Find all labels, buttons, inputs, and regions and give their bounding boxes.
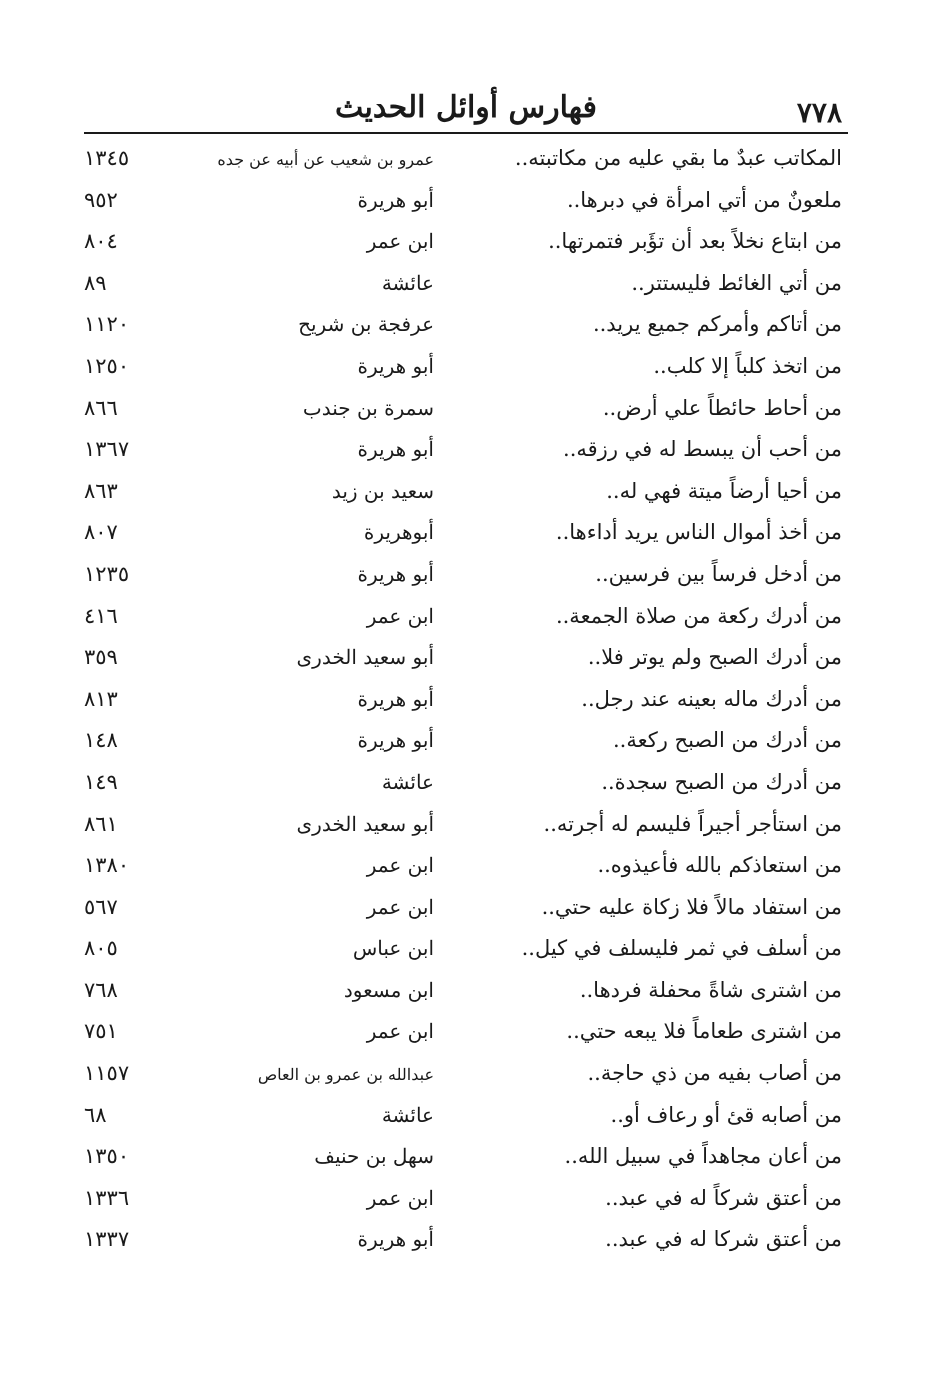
narrator-name: ابن عباس bbox=[352, 936, 434, 961]
narrator-name: أبو هريرة bbox=[357, 728, 434, 753]
index-entry bbox=[84, 1225, 848, 1267]
hadith-opening: من أدرك ماله بعينه عند رجل.. bbox=[581, 686, 842, 711]
hadith-opening: من أسلف في ثمر فليسلف في كيل.. bbox=[521, 936, 842, 961]
hadith-opening: من أعتق شركا له في عبد.. bbox=[605, 1227, 842, 1252]
index-entry bbox=[84, 1101, 848, 1143]
hadith-index-list bbox=[84, 144, 848, 1267]
narrator-name: ابن مسعود bbox=[343, 977, 434, 1002]
hadith-opening: من أعتق شركاً له في عبد.. bbox=[605, 1185, 842, 1210]
index-entry bbox=[84, 643, 848, 685]
narrator-name: ابن عمر bbox=[366, 603, 434, 628]
index-entry bbox=[84, 1184, 848, 1226]
hadith-opening: المكاتب عبدٌ ما بقي عليه من مكاتبته.. bbox=[514, 146, 842, 170]
hadith-number: ١٣٣٧ bbox=[84, 1227, 130, 1252]
narrator-name: سمرة بن جندب bbox=[302, 395, 434, 420]
narrator-name: أبو سعيد الخدرى bbox=[296, 811, 434, 836]
index-entry bbox=[84, 227, 848, 269]
header-rule bbox=[84, 132, 848, 134]
hadith-number: ١٣٦٧ bbox=[84, 437, 130, 462]
index-entry bbox=[84, 768, 848, 810]
narrator-name: عائشة bbox=[381, 1102, 434, 1127]
index-entry bbox=[84, 186, 848, 228]
hadith-number: ٩٥٢ bbox=[84, 187, 118, 212]
index-entry bbox=[84, 477, 848, 519]
hadith-number: ٨٠٥ bbox=[84, 936, 118, 961]
narrator-name: أبو هريرة bbox=[357, 437, 434, 462]
hadith-number: ١٤٨ bbox=[84, 728, 118, 753]
narrator-name: ابن عمر bbox=[366, 1185, 434, 1210]
index-entry bbox=[84, 602, 848, 644]
hadith-number: ٨٠٤ bbox=[84, 229, 118, 254]
index-entry bbox=[84, 269, 848, 311]
narrator-name: ابن عمر bbox=[366, 229, 434, 254]
index-entry bbox=[84, 851, 848, 893]
narrator-name: أبو هريرة bbox=[357, 353, 434, 378]
hadith-number: ١٣٥٠ bbox=[84, 1144, 130, 1169]
page-number: ٧٧٨ bbox=[796, 96, 842, 129]
index-entry bbox=[84, 352, 848, 394]
hadith-opening: من أتاكم وأمركم جميع يريد.. bbox=[592, 312, 842, 337]
index-entry bbox=[84, 144, 848, 186]
hadith-number: ٨٦٦ bbox=[84, 395, 118, 420]
narrator-name: عمرو بن شعيب عن أبيه عن جده bbox=[217, 150, 434, 169]
hadith-number: ١٣٨٠ bbox=[84, 853, 130, 878]
hadith-number: ١٢٣٥ bbox=[84, 561, 130, 586]
narrator-name: عائشة bbox=[381, 270, 434, 295]
hadith-opening: من استأجر أجيراً فليسم له أجرته.. bbox=[543, 811, 842, 836]
hadith-opening: من أدرك من الصبح سجدة.. bbox=[601, 769, 842, 794]
hadith-opening: من اشترى طعاماً فلا يبعه حتي.. bbox=[566, 1019, 842, 1044]
narrator-name: عرفجة بن شريح bbox=[298, 312, 434, 337]
index-entry bbox=[84, 685, 848, 727]
index-entry bbox=[84, 810, 848, 852]
hadith-opening: من ابتاع نخلاً بعد أن تؤَبر فتمرتها.. bbox=[548, 229, 842, 254]
hadith-opening: من أصابه قئ أو رعاف أو.. bbox=[610, 1102, 842, 1127]
hadith-number: ٨١٣ bbox=[84, 686, 118, 711]
hadith-number: ٧٦٨ bbox=[84, 977, 118, 1002]
narrator-name: أبو هريرة bbox=[357, 187, 434, 212]
hadith-opening: من أحيا أرضاً ميتة فهي له.. bbox=[606, 478, 842, 503]
narrator-name: عبدالله بن عمرو بن العاص bbox=[257, 1065, 434, 1085]
hadith-number: ٧٥١ bbox=[84, 1019, 118, 1044]
index-entry bbox=[84, 518, 848, 560]
index-entry bbox=[84, 435, 848, 477]
narrator-name: أبو هريرة bbox=[357, 1227, 434, 1252]
hadith-number: ٣٥٩ bbox=[84, 645, 118, 670]
index-entry bbox=[84, 934, 848, 976]
hadith-number: ١١٥٧ bbox=[84, 1061, 130, 1086]
index-entry bbox=[84, 1017, 848, 1059]
narrator-name: أبو سعيد الخدرى bbox=[296, 645, 434, 670]
hadith-number: ١٣٤٥ bbox=[84, 146, 130, 170]
index-entry bbox=[84, 1059, 848, 1101]
narrator-name: أبوهريرة bbox=[363, 520, 434, 545]
index-entry bbox=[84, 893, 848, 935]
narrator-name: ابن عمر bbox=[366, 894, 434, 919]
running-title: فهارس أوائل الحديث bbox=[335, 90, 597, 125]
narrator-name: ابن عمر bbox=[366, 1019, 434, 1044]
narrator-name: عائشة bbox=[381, 769, 434, 794]
hadith-number: ١٤٩ bbox=[84, 769, 118, 794]
hadith-opening: من أدرك ركعة من صلاة الجمعة.. bbox=[555, 603, 842, 628]
narrator-name: أبو هريرة bbox=[357, 686, 434, 711]
index-entry bbox=[84, 310, 848, 352]
hadith-number: ٨٩ bbox=[84, 270, 107, 295]
hadith-opening: من أدرك من الصبح ركعة.. bbox=[612, 728, 842, 753]
hadith-number: ١٣٣٦ bbox=[84, 1185, 130, 1210]
hadith-opening: من أعان مجاهداً في سبيل الله.. bbox=[564, 1144, 842, 1169]
hadith-opening: من أحب أن يبسط له في رزقه.. bbox=[563, 437, 842, 462]
index-entry bbox=[84, 394, 848, 436]
hadith-opening: ملعونٌ من أتي امرأة في دبرها.. bbox=[566, 187, 842, 212]
hadith-number: ١٢٥٠ bbox=[84, 353, 130, 378]
narrator-name: ابن عمر bbox=[366, 853, 434, 878]
hadith-opening: من أحاط حائطاً علي أرض.. bbox=[602, 395, 842, 420]
hadith-number: ٨٠٧ bbox=[84, 520, 118, 545]
hadith-number: ٨٦١ bbox=[84, 811, 118, 836]
hadith-number: ٦٨ bbox=[84, 1102, 107, 1127]
hadith-opening: من استفاد مالاً فلا زكاة عليه حتي.. bbox=[541, 894, 842, 919]
hadith-opening: من أتي الغائط فليستتر.. bbox=[631, 270, 842, 295]
hadith-opening: من اشترى شاةً محفلة فردها.. bbox=[579, 977, 842, 1002]
hadith-opening: من أصاب بفيه من ذي حاجة.. bbox=[587, 1061, 842, 1086]
index-entry bbox=[84, 726, 848, 768]
hadith-opening: من أخذ أموال الناس يريد أداءها.. bbox=[555, 520, 842, 545]
narrator-name: أبو هريرة bbox=[357, 561, 434, 586]
hadith-opening: من أدرك الصبح ولم يوتر فلا.. bbox=[587, 645, 842, 670]
hadith-number: ٨٦٣ bbox=[84, 478, 118, 503]
narrator-name: سعيد بن زيد bbox=[331, 478, 434, 503]
hadith-number: ٥٦٧ bbox=[84, 894, 118, 919]
hadith-opening: من أدخل فرساً بين فرسين.. bbox=[595, 561, 842, 586]
hadith-opening: من اتخذ كلباً إلا كلب.. bbox=[653, 353, 842, 378]
hadith-number: ١١٢٠ bbox=[84, 312, 130, 337]
index-entry bbox=[84, 976, 848, 1018]
hadith-number: ٤١٦ bbox=[84, 603, 118, 628]
narrator-name: سهل بن حنيف bbox=[314, 1144, 434, 1169]
page-header bbox=[84, 86, 848, 130]
index-entry bbox=[84, 1142, 848, 1184]
hadith-opening: من استعاذكم بالله فأعيذوه.. bbox=[597, 853, 842, 878]
index-entry bbox=[84, 560, 848, 602]
